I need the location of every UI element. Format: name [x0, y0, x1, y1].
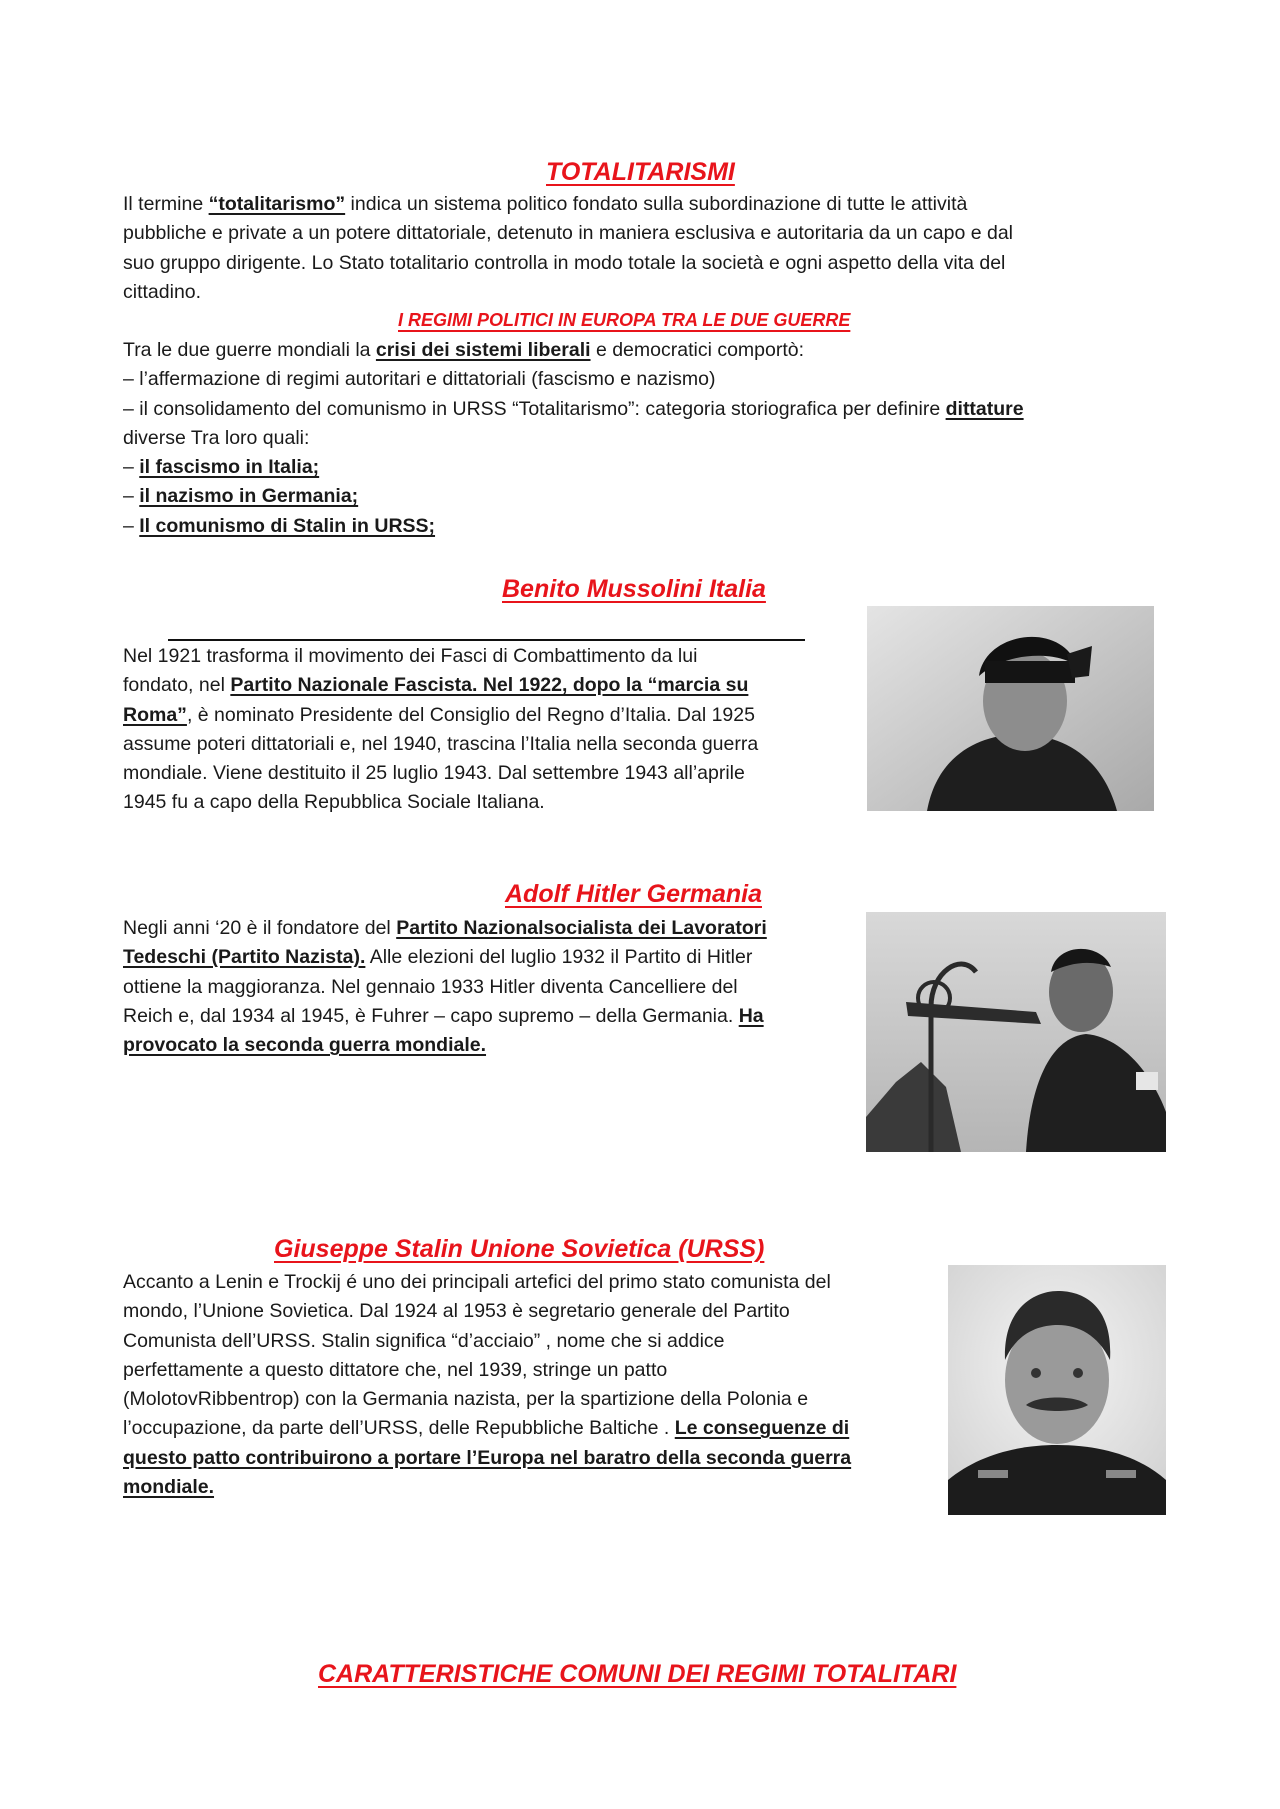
- portrait-image-icon: [948, 1265, 1166, 1515]
- stalin-highlight: mondiale.: [123, 1476, 215, 1499]
- regimes-text: – il consolidamento del comunismo in URSS “Totalitarismo”: categoria storiografica per definire: [123, 397, 946, 420]
- list-dash: –: [123, 514, 140, 537]
- list-item-fascismo: il fascismo in Italia;: [139, 456, 320, 479]
- mussolini-highlight: Partito Nazionale Fascista. Nel 1922, dopo la “marcia su: [230, 674, 749, 697]
- section-subtitle: I REGIMI POLITICI IN EUROPA TRA LE DUE GUERRE: [398, 310, 851, 330]
- list-dash: –: [123, 456, 140, 479]
- stalin-text: mondo, l’Unione Sovietica. Dal 1924 al 1953 è segretario generale del Partito: [123, 1300, 790, 1323]
- mussolini-text: 1945 fu a capo della Repubblica Sociale Italiana.: [123, 791, 545, 814]
- separator-line: [168, 639, 805, 641]
- list-dash: –: [123, 485, 140, 508]
- list-item-nazismo: il nazismo in Germania;: [139, 485, 359, 508]
- hitler-paragraph: [123, 914, 853, 1060]
- stalin-heading: Giuseppe Stalin Unione Sovietica (URSS): [274, 1235, 765, 1263]
- stalin-text: (MolotovRibbentrop) con la Germania nazista, per la spartizione della Polonia e: [123, 1388, 809, 1411]
- hitler-highlight: Tedeschi (Partito Nazista).: [123, 946, 366, 969]
- intro-text: indica un sistema politico fondato sulla subordinazione di tutte le attività: [345, 193, 968, 215]
- stalin-paragraph: [123, 1268, 933, 1502]
- mussolini-highlight: Roma”: [123, 703, 187, 726]
- mussolini-text: fondato, nel: [123, 674, 231, 697]
- mussolini-heading: Benito Mussolini Italia: [502, 575, 766, 603]
- stalin-text: Comunista dell’URSS. Stalin significa “d’acciaio” , nome che si addice: [123, 1329, 725, 1352]
- mussolini-text: mondiale. Viene destituito il 25 luglio 1943. Dal settembre 1943 all’aprile: [123, 762, 745, 785]
- hitler-photo: [866, 912, 1166, 1152]
- portrait-image-icon: [867, 606, 1154, 811]
- mussolini-text: Nel 1921 trasforma il movimento dei Fasci di Combattimento da lui: [123, 645, 698, 667]
- hitler-text: Alle elezioni del luglio 1932 il Partito di Hitler: [365, 946, 753, 969]
- mussolini-paragraph: [123, 642, 853, 818]
- hitler-highlight: Ha: [738, 1004, 764, 1027]
- portrait-image-icon: [866, 912, 1166, 1152]
- hitler-heading: Adolf Hitler Germania: [505, 880, 762, 908]
- intro-text: suo gruppo dirigente. Lo Stato totalitario controlla in modo totale la società e ogni aspetto della vita del: [123, 251, 1006, 274]
- crisi-highlight: crisi dei sistemi liberali: [375, 339, 591, 361]
- intro-paragraph: [123, 190, 1163, 307]
- dittature-highlight: dittature: [945, 397, 1024, 420]
- regimes-text: diverse Tra loro quali:: [123, 426, 310, 449]
- intro-text: Il termine: [123, 193, 209, 215]
- regimes-text: Tra le due guerre mondiali la: [123, 339, 376, 361]
- common-features-heading: CARATTERISTICHE COMUNI DEI REGIMI TOTALITARI: [318, 1660, 957, 1688]
- mussolini-text: , è nominato Presidente del Consiglio del Regno d’Italia. Dal 1925: [186, 703, 755, 726]
- regimes-text: – l’affermazione di regimi autoritari e dittatoriali (fascismo e nazismo): [123, 368, 716, 391]
- stalin-photo: [948, 1265, 1166, 1515]
- hitler-text: Negli anni ‘20 è il fondatore del: [123, 917, 397, 939]
- regimes-paragraph: [123, 336, 1163, 541]
- stalin-text: l’occupazione, da parte dell’URSS, delle Repubbliche Baltiche .: [123, 1417, 675, 1440]
- hitler-text: Reich e, dal 1934 al 1945, è Fuhrer – capo supremo – della Germania.: [123, 1004, 739, 1027]
- regimes-text: e democratici comportò:: [590, 339, 805, 361]
- intro-text: cittadino.: [123, 280, 202, 303]
- intro-text: pubbliche e private a un potere dittatoriale, detenuto in maniera esclusiva e autoritaria da un capo e dal: [123, 222, 1013, 245]
- stalin-highlight: questo patto contribuirono a portare l’Europa nel baratro della seconda guerra: [123, 1446, 852, 1469]
- mussolini-photo: [867, 606, 1154, 811]
- term-totalitarismo: “totalitarismo”: [208, 193, 346, 215]
- list-item-comunismo: Il comunismo di Stalin in URSS;: [139, 514, 436, 537]
- stalin-text: perfettamente a questo dittatore che, nel 1939, stringe un patto: [123, 1358, 668, 1381]
- page-title: TOTALITARISMI: [546, 158, 735, 186]
- stalin-highlight: Le conseguenze di: [674, 1417, 850, 1440]
- hitler-text: ottiene la maggioranza. Nel gennaio 1933 Hitler diventa Cancelliere del: [123, 975, 738, 998]
- hitler-highlight: provocato la seconda guerra mondiale.: [123, 1034, 487, 1057]
- mussolini-text: assume poteri dittatoriali e, nel 1940, trascina l’Italia nella seconda guerra: [123, 732, 759, 755]
- stalin-text: Accanto a Lenin e Trockij é uno dei principali artefici del primo stato comunista del: [123, 1271, 831, 1293]
- hitler-highlight: Partito Nazionalsocialista dei Lavoratori: [396, 917, 767, 939]
